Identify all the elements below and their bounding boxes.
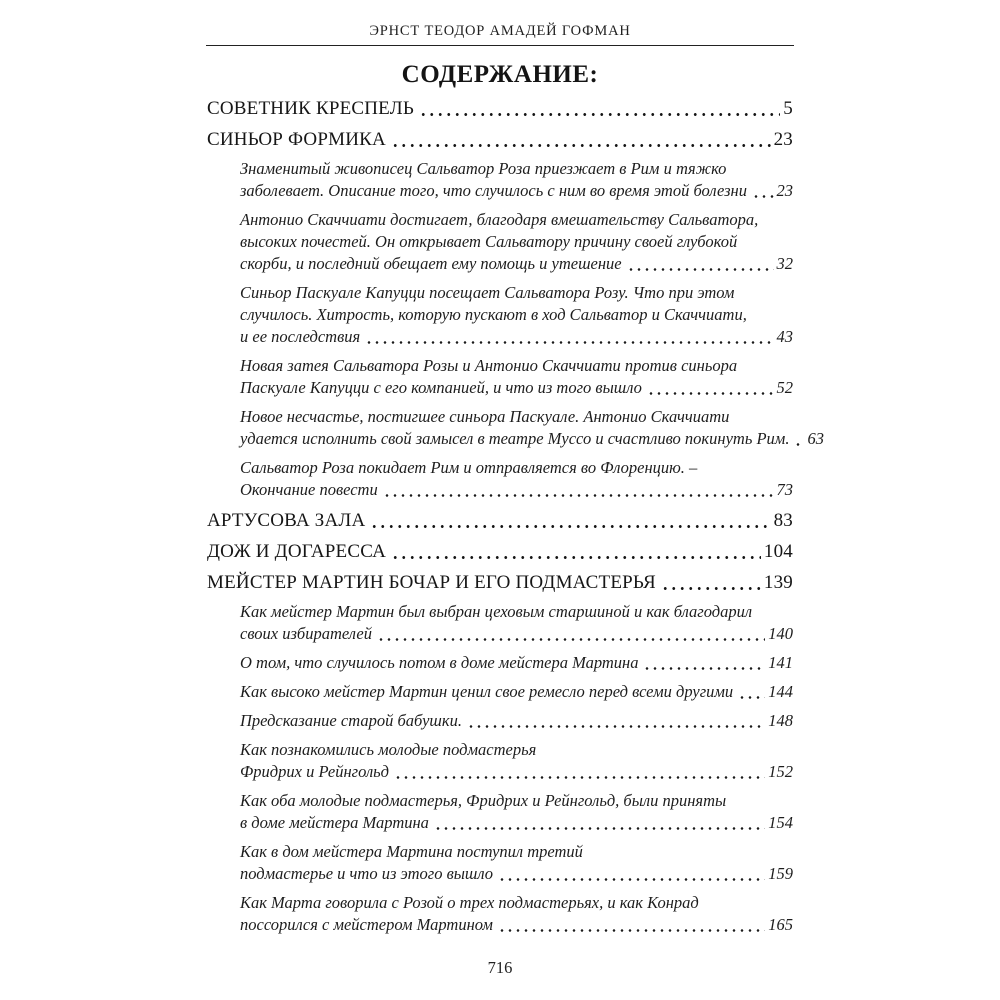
toc-entry-section [207, 209, 793, 275]
toc-entry-lastline [240, 710, 793, 732]
toc-entry-line: Как в дом мейстера Мартина поступил третий [240, 842, 583, 861]
toc-entry-lastline [240, 863, 793, 885]
toc-page-number: 154 [768, 813, 793, 832]
toc-page-number: 52 [776, 378, 793, 397]
toc-entry-chapter [207, 571, 793, 594]
toc-entry-lastline [207, 571, 793, 594]
dot-leader [370, 516, 770, 532]
toc-entry-lastline [240, 812, 793, 834]
toc-entry-lastline [240, 652, 793, 674]
toc-page-number: 144 [768, 682, 793, 701]
toc-entry-line: Синьор Паскуале Капуцци посещает Сальватора Розу. Что при этом [240, 283, 735, 302]
toc-page-number: 63 [807, 429, 824, 448]
toc-entry-text: поссорился с мейстером Мартином [240, 915, 493, 934]
toc-page-number: 139 [763, 572, 793, 593]
toc-entry-text: МЕЙСТЕР МАРТИН БОЧАР И ЕГО ПОДМАСТЕРЬЯ [207, 572, 656, 593]
toc-entry-lastline [207, 509, 793, 532]
toc-page-number: 140 [768, 624, 793, 643]
toc-entry-lastline [207, 97, 793, 120]
dot-leader [752, 186, 774, 202]
toc-entry-line: Новая затея Сальватора Розы и Антонио Скаччиати против синьора [240, 356, 738, 375]
toc-entry-section [207, 892, 793, 936]
toc-entry-section [207, 457, 793, 501]
toc-page-number: 148 [768, 711, 793, 730]
toc-page-number: 5 [783, 98, 793, 119]
header-rule [206, 45, 794, 46]
toc-entry-text: ДОЖ И ДОГАРЕССА [207, 541, 387, 562]
toc-entry-line: Антонио Скаччиати достигает, благодаря вмешательству Сальватора, [240, 210, 759, 229]
toc-page-number: 32 [776, 254, 793, 273]
toc-entry-lastline [207, 128, 793, 151]
dot-leader [794, 434, 804, 450]
dot-leader [647, 383, 774, 399]
toc-entry-line: Как мейстер Мартин был выбран цеховым старшиной и как благодарил [240, 602, 753, 621]
toc-entry-line: случилось. Хитрость, которую пускают в ход Сальватор и Скаччиати, [240, 305, 747, 324]
toc-entry-text: Как высоко мейстер Мартин ценил свое ремесло перед всеми другими [240, 682, 734, 701]
toc-entry-text: заболевает. Описание того, что случилось с ним во время этой болезни [240, 181, 747, 200]
toc-entry-lastline [240, 377, 793, 399]
toc-page-number: 141 [768, 653, 793, 672]
toc-page-number: 43 [776, 327, 793, 346]
toc-entry-text: скорби, и последний обещает ему помощь и утешение [240, 254, 622, 273]
toc-entry-text: Фридрих и Рейнгольд [240, 762, 390, 781]
toc-entry-section [207, 652, 793, 674]
dot-leader [498, 869, 765, 885]
toc-entry-line: Знаменитый живописец Сальватор Роза приезжает в Рим и тяжко [240, 159, 727, 178]
dot-leader [383, 485, 774, 501]
folio-page-number: 716 [487, 958, 513, 977]
toc-entry-section [207, 841, 793, 885]
toc-entry-lastline [240, 428, 824, 450]
toc-entry-chapter [207, 97, 793, 120]
toc-entry-text: удается исполнить свой замысел в театре Муссо и счастливо покинуть Рим. [240, 429, 790, 448]
toc-entry-text: и ее последствия [240, 327, 361, 346]
dot-leader [467, 716, 765, 732]
toc-entry-line: высоких почестей. Он открывает Сальватору причину своей глубокой [240, 232, 738, 251]
toc-entry-lastline [240, 180, 793, 202]
dot-leader [661, 578, 761, 594]
toc-entry-lastline [240, 326, 793, 348]
toc-entry-chapter [207, 509, 793, 532]
toc-page-number: 73 [776, 480, 793, 499]
toc-page-number: 83 [773, 510, 793, 531]
toc-entry-line: Как познакомились молодые подмастерья [240, 740, 537, 759]
toc-entry-text: в доме мейстера Мартина [240, 813, 429, 832]
toc-entry-section [207, 601, 793, 645]
toc-page-number: 152 [768, 762, 793, 781]
toc-entry-section [207, 739, 793, 783]
toc-entry-line: Сальватор Роза покидает Рим и отправляется во Флоренцию. – [240, 458, 698, 477]
toc-entry-text: О том, что случилось потом в доме мейстера Мартина [240, 653, 639, 672]
toc-entry-section [207, 790, 793, 834]
toc-page-number: 159 [768, 864, 793, 883]
toc-entry-text: СОВЕТНИК КРЕСПЕЛЬ [207, 98, 414, 119]
toc-entry-lastline [240, 914, 793, 936]
dot-leader [738, 687, 765, 703]
toc-page-number: 104 [763, 541, 793, 562]
toc-entry-section [207, 710, 793, 732]
toc-entry-line: Как оба молодые подмастерья, Фридрих и Рейнгольд, были приняты [240, 791, 727, 810]
toc-entry-lastline [240, 253, 793, 275]
toc-entry-section [207, 406, 824, 450]
toc-entry-lastline [207, 540, 793, 563]
dot-leader [434, 818, 765, 834]
dot-leader [643, 658, 765, 674]
page-title: СОДЕРЖАНИЕ: [401, 61, 599, 88]
dot-leader [391, 135, 771, 151]
toc-entry-lastline [240, 479, 793, 501]
dot-leader [627, 259, 774, 275]
toc-page-number: 23 [773, 129, 793, 150]
dot-leader [419, 104, 780, 120]
dot-leader [498, 920, 765, 936]
toc-entry-lastline [240, 681, 793, 703]
toc-entry-chapter [207, 540, 793, 563]
toc-entry-line: Как Марта говорила с Розой о трех подмастерьях, и как Конрад [240, 893, 699, 912]
toc-entry-text: СИНЬОР ФОРМИКА [207, 129, 386, 150]
dot-leader [391, 547, 761, 563]
dot-leader [365, 332, 773, 348]
toc-entry-text: подмастерье и что из этого вышло [240, 864, 494, 883]
toc-page-number: 23 [776, 181, 793, 200]
running-head: ЭРНСТ ТЕОДОР АМАДЕЙ ГОФМАН [369, 23, 631, 39]
toc-entry-section [207, 282, 793, 348]
dot-leader [394, 767, 765, 783]
toc-entry-text: АРТУСОВА ЗАЛА [207, 510, 366, 531]
toc-list [207, 97, 824, 936]
toc-entry-text: Паскуале Капуцци с его компанией, и что из того вышло [240, 378, 642, 397]
toc-entry-lastline [240, 761, 793, 783]
toc-entry-text: Окончание повести [240, 480, 378, 499]
toc-entry-section [207, 158, 793, 202]
toc-entry-section [207, 681, 793, 703]
toc-entry-text: Предсказание старой бабушки. [240, 711, 462, 730]
toc-entry-chapter [207, 128, 793, 151]
toc-page-number: 165 [768, 915, 793, 934]
toc-entry-text: своих избирателей [240, 624, 372, 643]
dot-leader [377, 629, 765, 645]
toc-entry-lastline [240, 623, 793, 645]
toc-entry-section [207, 355, 793, 399]
toc-entry-line: Новое несчастье, постигшее синьора Паскуале. Антонио Скаччиати [240, 407, 730, 426]
